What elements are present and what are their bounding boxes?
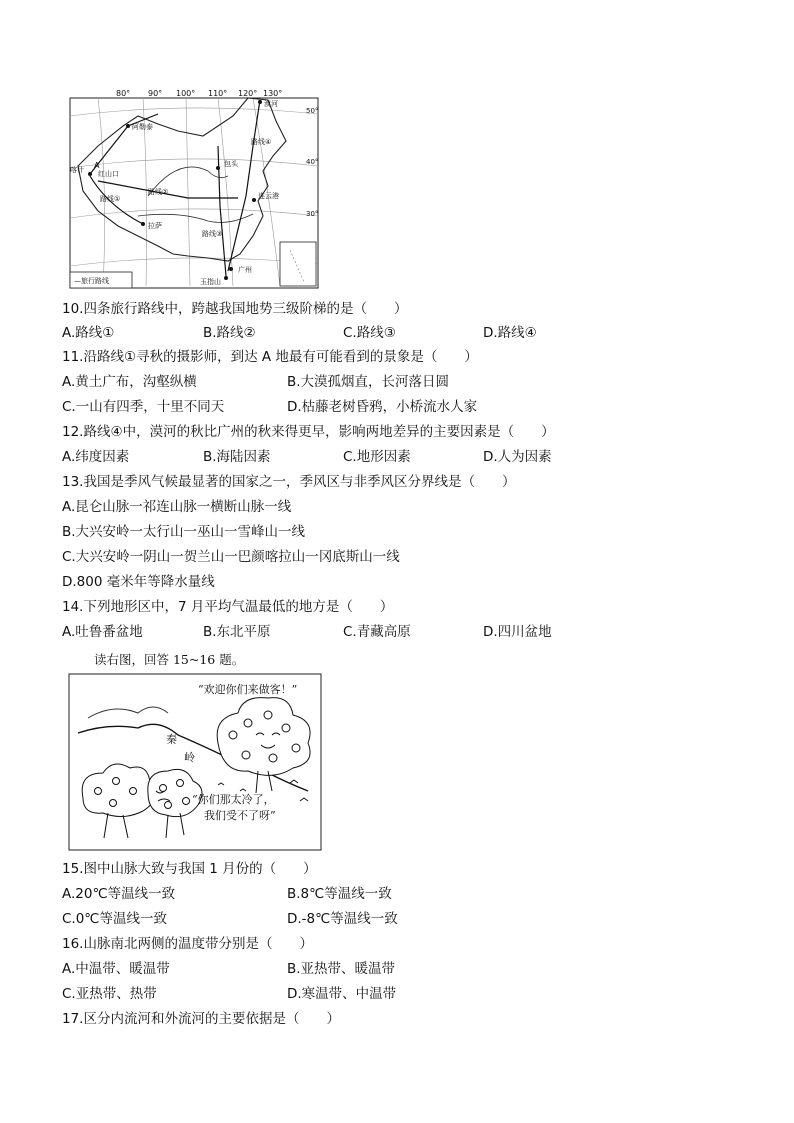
question-13: 13.我国是季风气候最显著的国家之一，季风区与非季风区分界线是（ ） — [62, 474, 516, 490]
south-sea-inset — [280, 242, 316, 286]
mountain-label: 秦 — [166, 733, 177, 746]
question-17: 17.区分内流河和外流河的主要依据是（ ） — [62, 1011, 340, 1027]
city-label: 拉萨 — [148, 222, 162, 230]
question-12: 12.路线④中，漠河的秋比广州的秋来得更早，影响两地差异的主要因素是（ ） — [62, 424, 555, 440]
city-label: 阿勒泰 — [132, 123, 153, 131]
speech-north-1: “你们那太冷了， — [192, 793, 275, 806]
option-b[interactable]: B.东北平原 — [203, 624, 271, 640]
route-label: 路线② — [148, 188, 169, 196]
option-a[interactable]: A.吐鲁番盆地 — [62, 624, 143, 640]
city-label: 漠河 — [264, 100, 278, 108]
route-label: 路线① — [100, 195, 121, 203]
lon-label: 130° — [263, 89, 283, 98]
option-c[interactable]: C.一山有四季，十里不同天 — [62, 399, 225, 415]
option-a[interactable]: A.昆仑山脉一祁连山脉一横断山脉一线 — [62, 499, 292, 515]
question-15: 15.图中山脉大致与我国 1 月份的（ ） — [62, 861, 317, 877]
option-a[interactable]: A.中温带、暖温带 — [62, 961, 170, 977]
option-c[interactable]: C.大兴安岭一阴山一贺兰山一巴颜喀拉山一冈底斯山一线 — [62, 549, 400, 565]
option-d[interactable]: D.路线④ — [483, 325, 537, 341]
option-d[interactable]: D.寒温带、中温带 — [287, 986, 397, 1002]
option-c[interactable]: C.0℃等温线一致 — [62, 911, 167, 927]
option-c[interactable]: C.地形因素 — [343, 449, 411, 465]
option-c[interactable]: C.亚热带、热带 — [62, 986, 157, 1002]
lat-label: 40° — [306, 158, 319, 166]
option-b[interactable]: B.大漠孤烟直，长河落日圆 — [287, 374, 450, 390]
lon-label: 110° — [208, 89, 228, 98]
option-d[interactable]: D.四川盆地 — [483, 624, 552, 640]
route-label: 路线③ — [202, 230, 223, 238]
option-b[interactable]: B.亚热带、暖温带 — [287, 961, 396, 977]
lon-label: 120° — [238, 89, 258, 98]
option-b[interactable]: B.大兴安岭一太行山一巫山一雪峰山一线 — [62, 524, 306, 540]
city-label: 连云港 — [258, 192, 279, 200]
option-c[interactable]: C.路线③ — [343, 325, 396, 341]
option-b[interactable]: B.路线② — [203, 325, 256, 341]
city-label: 喀什 — [70, 166, 84, 174]
option-a[interactable]: A.黄土广布，沟壑纵横 — [62, 374, 197, 390]
question-10: 10.四条旅行路线中，跨越我国地势三级阶梯的是（ ） — [62, 301, 408, 317]
mountain-label: 岭 — [184, 751, 195, 764]
option-d[interactable]: D.800 毫米年等降水量线 — [62, 574, 215, 590]
option-a[interactable]: A.路线① — [62, 325, 115, 341]
point-a-label: A — [94, 161, 100, 170]
speech-south: “欢迎你们来做客！” — [198, 683, 298, 696]
option-a[interactable]: A.20℃等温线一致 — [62, 886, 176, 902]
cartoon-illustration — [68, 673, 322, 851]
option-a[interactable]: A.纬度因素 — [62, 449, 130, 465]
option-d[interactable]: D.-8℃等温线一致 — [287, 911, 398, 927]
option-c[interactable]: C.青藏高原 — [343, 624, 411, 640]
city-label: 包头 — [224, 160, 238, 168]
option-b[interactable]: B.海陆因素 — [203, 449, 271, 465]
option-b[interactable]: B.8℃等温线一致 — [287, 886, 392, 902]
lon-label: 80° — [116, 89, 131, 98]
route-label: 路线④ — [251, 138, 272, 146]
route-map — [68, 86, 320, 290]
lon-label: 100° — [176, 89, 196, 98]
lon-label: 90° — [148, 89, 163, 98]
city-label: 玉指山 — [200, 278, 221, 286]
cartoon-intro: 读右图，回答 15~16 题。 — [94, 652, 245, 667]
question-14: 14.下列地形区中，7 月平均气温最低的地方是（ ） — [62, 599, 394, 615]
speech-north-2: 我们受不了呀” — [204, 809, 276, 822]
city-label: 广州 — [238, 266, 252, 274]
route-map-figure — [68, 86, 320, 290]
lat-label: 50° — [306, 107, 319, 115]
question-11: 11.沿路线①寻秋的摄影师，到达 A 地最有可能看到的景象是（ ） — [62, 349, 478, 365]
pass-label: 红山口 — [98, 170, 119, 178]
option-d[interactable]: D.人为因素 — [483, 449, 552, 465]
question-16: 16.山脉南北两侧的温度带分别是（ ） — [62, 936, 313, 952]
option-d[interactable]: D.枯藤老树昏鸦，小桥流水人家 — [287, 399, 478, 415]
map-legend: —旅行路线 — [74, 277, 109, 285]
lat-label: 30° — [306, 210, 319, 218]
qinling-cartoon — [68, 673, 322, 851]
